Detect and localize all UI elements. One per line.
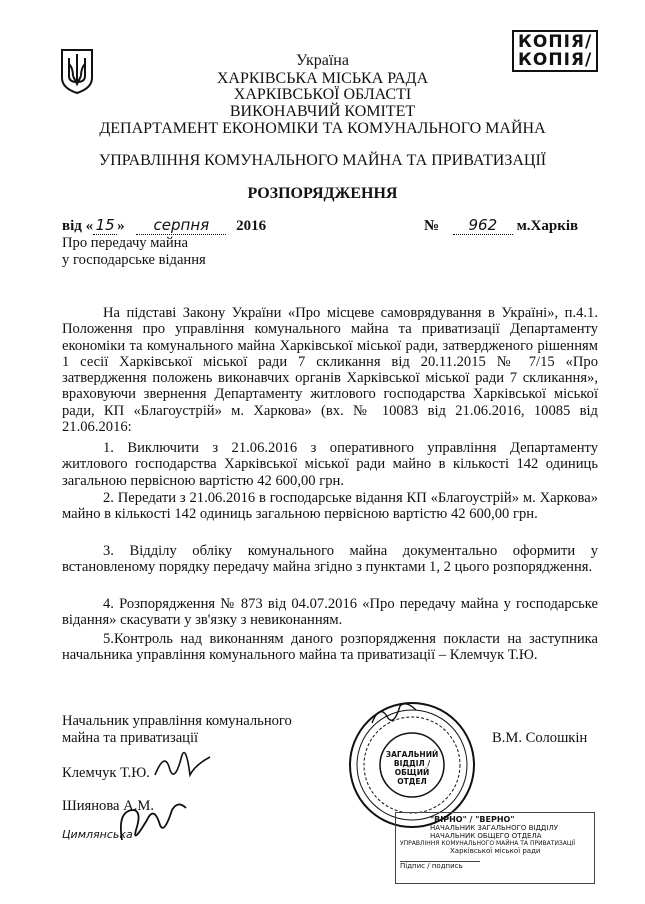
body-item-4: 4. Розпорядження № 873 від 04.07.2016 «Про передачу майна у господарське відання» скасувати у зв'язку з невиконанням. — [62, 596, 598, 629]
body-intro: На підставі Закону України «Про місцеве самоврядування в Україні», п.4.1. Положення про управління комунального майна та приватизації Департаменту економіки та комунального майна Харківської міської ради, затвердженого рішенням 1 сесії Харківської міської ради 7 скликання від 20.11.2015 № 7/15 «Про затвердження положень виконавчих органів Харківської міської ради 7 скликання», враховуючи звернення Департаменту житлового господарства Харківської міської ради, КП «Благоустрій» м. Харкова» (вх. № 10083 від 21.06.2016, 10085 від 21.06.2016: — [62, 305, 598, 436]
header-committee: ВИКОНАВЧИЙ КОМІТЕТ — [229, 103, 416, 120]
date-line: від « 15 » серпня 2016 — [62, 216, 267, 234]
copy-stamp: КОПІЯ/ КОПІЯ/ — [512, 30, 598, 72]
header-council: ХАРКІВСЬКА МІСЬКА РАДА — [216, 70, 429, 87]
body-item-2: 2. Передати з 21.06.2016 в господарське відання КП «Благоустрій» м. Харкова» майно в кількості 142 одиниць загальною первісною вартістю 42 600,00 грн. — [62, 490, 598, 523]
header-country: Україна — [296, 52, 349, 69]
doc-type-title: РОЗПОРЯДЖЕННЯ — [247, 185, 398, 202]
doc-number: 962 — [453, 216, 513, 235]
handwritten-signature-1 — [150, 745, 220, 790]
round-seal — [347, 700, 477, 830]
number-line: № 962 м.Харків — [424, 216, 579, 234]
date-day: 15 — [93, 216, 117, 235]
header-region: ХАРКІВСЬКОЇ ОБЛАСТІ — [233, 86, 412, 103]
subject: Про передачу майна у господарське відання — [62, 235, 206, 268]
signatory-name: В.М. Солошкін — [492, 730, 588, 746]
approver-2: Шиянова А.М. — [62, 798, 154, 814]
header-department: ДЕПАРТАМЕНТ ЕКОНОМІКИ ТА КОМУНАЛЬНОГО МАЙНА — [99, 120, 546, 137]
seal-center-text: ЗАГАЛЬНИЙ ВІДДІЛ / ОБЩИЙ ОТДЕЛ — [385, 750, 439, 786]
executor: Цимлянська — [62, 828, 133, 841]
signatory-title: Начальник управління комунального майна та приватизації — [62, 713, 292, 746]
body-item-5: 5.Контроль над виконанням даного розпорядження покласти на заступника начальника управління комунального майна та приватизації – Клемчук Т.Ю. — [62, 631, 598, 664]
date-month: серпня — [136, 216, 226, 235]
body-item-3: 3. Відділу обліку комунального майна документально оформити у встановленому порядку передачу майна згідно з пунктами 1, 2 цього розпорядження. — [62, 543, 598, 576]
approver-1: Клемчук Т.Ю. — [62, 765, 150, 781]
handwritten-signature-2 — [112, 790, 192, 855]
city: м.Харків — [516, 218, 579, 234]
date-year: 2016 — [236, 218, 267, 234]
header-directorate: УПРАВЛІННЯ КОМУНАЛЬНОГО МАЙНА ТА ПРИВАТИЗАЦІЇ — [98, 152, 547, 169]
verified-stamp: "ВІРНО" / "ВЕРНО" НАЧАЛЬНИК ЗАГАЛЬНОГО ВІДДІЛУ НАЧАЛЬНИК ОБЩЕГО ОТДЕЛА УПРАВЛІННЯ КОМУНАЛЬНОГО МАЙНА ТА ПРИВАТИЗАЦІЇ Харківської міської ради Підпис / подпись — [395, 812, 595, 884]
body-item-1: 1. Виключити з 21.06.2016 з оперативного управління Департаменту житлового господарства Харківської міської ради майно в кількості 142 одиниць загальною первісною вартістю 42 600,00 грн. — [62, 440, 598, 489]
